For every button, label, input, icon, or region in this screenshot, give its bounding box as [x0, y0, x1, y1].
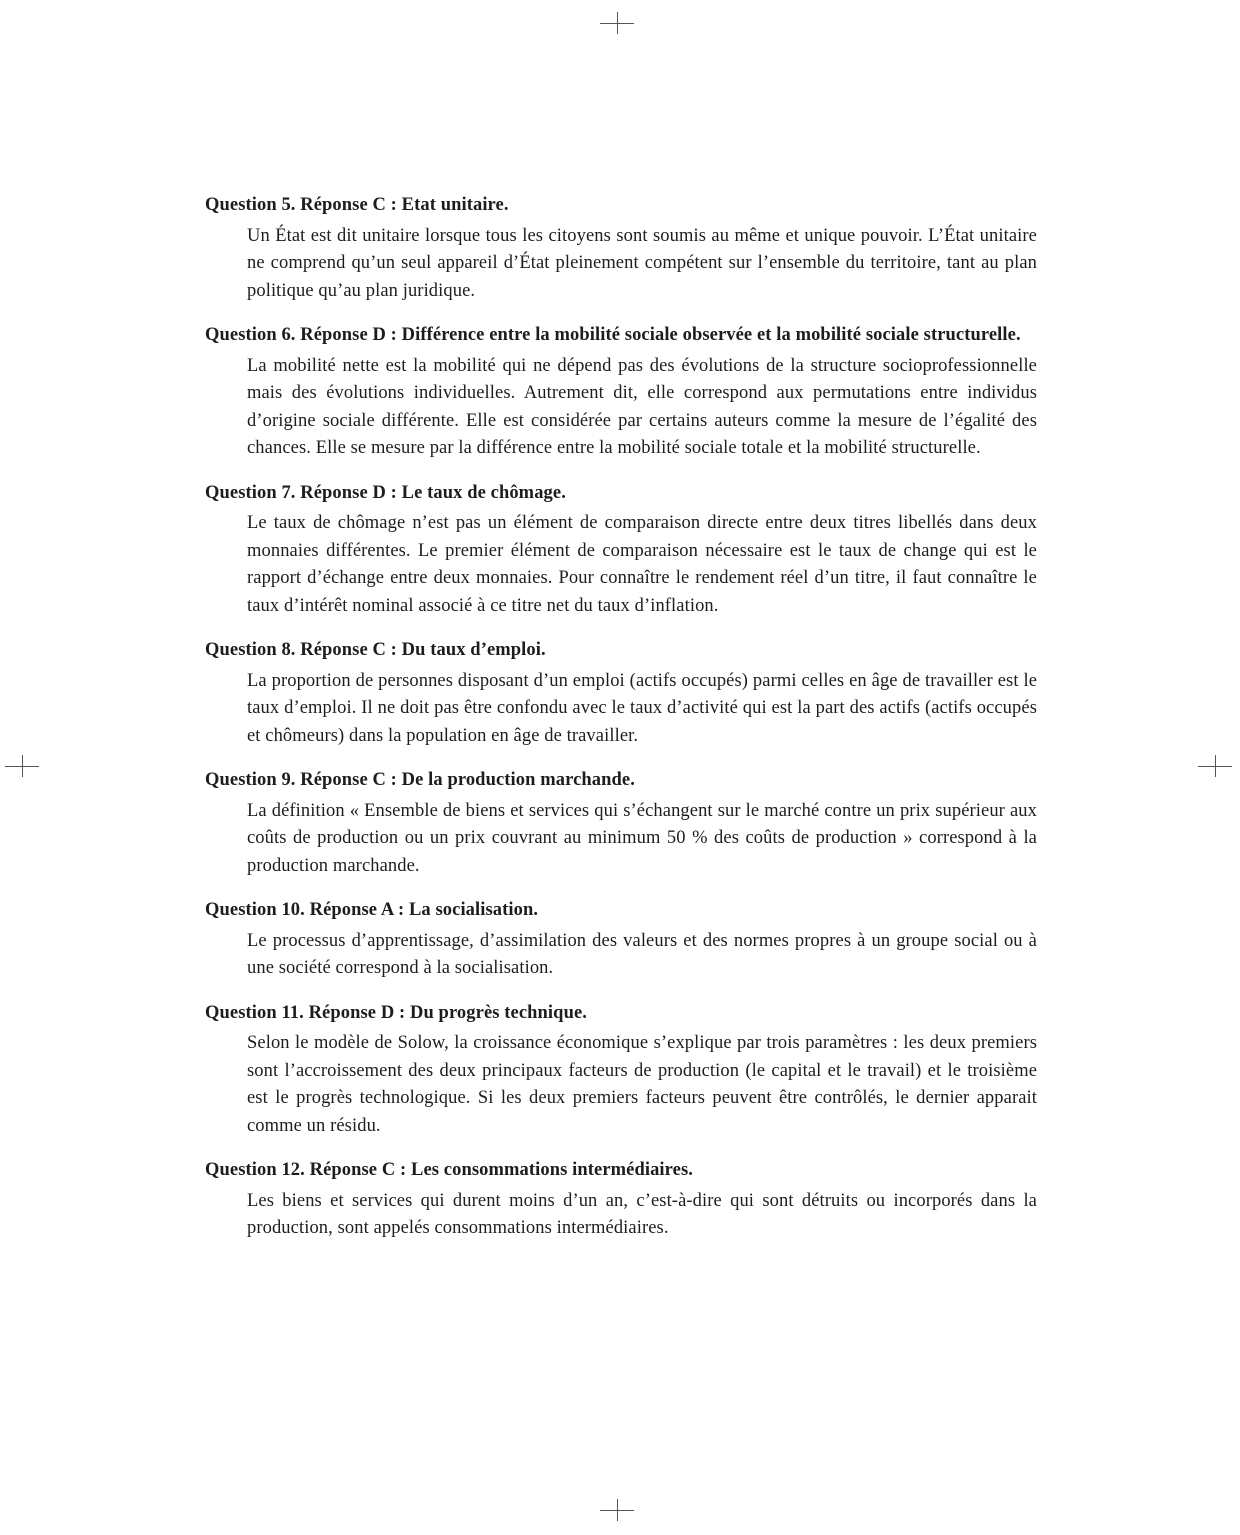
- question-heading: Question 7. Réponse D : Le taux de chômage.: [205, 482, 566, 503]
- question-body: Un État est dit unitaire lorsque tous les citoyens sont soumis au même et unique pouvoir. L’État unitaire ne comprend qu’un seul appareil d’État pleinement compétent sur l’ensemble du territoire, tant au plan politique qu’au plan juridique.: [247, 225, 1037, 301]
- crop-mark-vertical: [617, 1499, 618, 1521]
- question-heading: Question 5. Réponse C : Etat unitaire.: [205, 195, 509, 215]
- question-heading: Question 12. Réponse C : Les consommations intermédiaires.: [205, 1160, 693, 1180]
- question-body: Les biens et services qui durent moins d’un an, c’est-à-dire qui sont détruits ou incorporés dans la production, sont appelés consommations intermédiaires.: [247, 1190, 1037, 1238]
- question-heading: Question 11. Réponse D : Du progrès technique.: [205, 1002, 587, 1023]
- crop-mark-bottom-center-icon: [600, 1499, 634, 1521]
- crop-mark-top-center-icon: [600, 12, 634, 34]
- question-heading: Question 10. Réponse A : La socialisation.: [205, 900, 539, 920]
- question-body: Le processus d’apprentissage, d’assimilation des valeurs et des normes propres à un groupe social ou à une société correspond à la socialisation.: [247, 930, 1037, 978]
- answers-list: [205, 192, 1037, 1243]
- question-body: Le taux de chômage n’est pas un élément de comparaison directe entre deux titres libellés dans deux monnaies différentes. Le premier élément de comparaison nécessaire est le taux de change qui est le rapport d’échange entre deux monnaies. Pour connaître le rendement réel d’un titre, il faut connaître le taux d’intérêt nominal associé à ce titre net du taux d’inflation.: [247, 513, 1037, 616]
- question-block-7: [205, 480, 1037, 621]
- question-block-9: [205, 767, 1037, 880]
- question-block-5: [205, 192, 1037, 305]
- question-body: La définition « Ensemble de biens et services qui s’échangent sur le marché contre un prix supérieur aux coûts de production ou un prix couvrant au minimum 50 % des coûts de production » correspond à la production marchande.: [247, 800, 1037, 876]
- question-heading: Question 8. Réponse C : Du taux d’emploi.: [205, 640, 546, 660]
- crop-mark-vertical: [617, 12, 618, 34]
- crop-mark-left-middle-icon: [5, 755, 39, 777]
- question-body: Selon le modèle de Solow, la croissance économique s’explique par trois paramètres : les deux premiers sont l’accroissement des deux principaux facteurs de production (le capital et le travail) et le troisième est le progrès technologique. Si les deux premiers facteurs peuvent être contrôlés, le dernier apparait comme un résidu.: [247, 1033, 1037, 1136]
- question-block-10: [205, 897, 1037, 983]
- crop-mark-vertical: [1215, 755, 1216, 777]
- question-block-6: [205, 322, 1037, 463]
- question-heading: Question 6. Réponse D : Différence entre la mobilité sociale observée et la mobilité sociale structurelle.: [205, 325, 1021, 345]
- question-body: La proportion de personnes disposant d’un emploi (actifs occupés) parmi celles en âge de travailler est le taux d’emploi. Il ne doit pas être confondu avec le taux d’activité qui est la part des actifs (actifs occupés et chômeurs) dans la population en âge de travailler.: [247, 670, 1037, 746]
- question-block-11: [205, 1000, 1037, 1141]
- question-block-12: [205, 1157, 1037, 1243]
- crop-mark-right-middle-icon: [1198, 755, 1232, 777]
- question-body: La mobilité nette est la mobilité qui ne dépend pas des évolutions de la structure socioprofessionnelle mais des évolutions individuelles. Autrement dit, elle correspond aux permutations entre individus d’origine sociale différente. Elle est considérée par certains auteurs comme la mesure de l’égalité des chances. Elle se mesure par la différence entre la mobilité sociale totale et la mobilité structurelle.: [247, 355, 1037, 458]
- question-heading: Question 9. Réponse C : De la production marchande.: [205, 770, 635, 790]
- question-block-8: [205, 637, 1037, 750]
- crop-mark-vertical: [22, 755, 23, 777]
